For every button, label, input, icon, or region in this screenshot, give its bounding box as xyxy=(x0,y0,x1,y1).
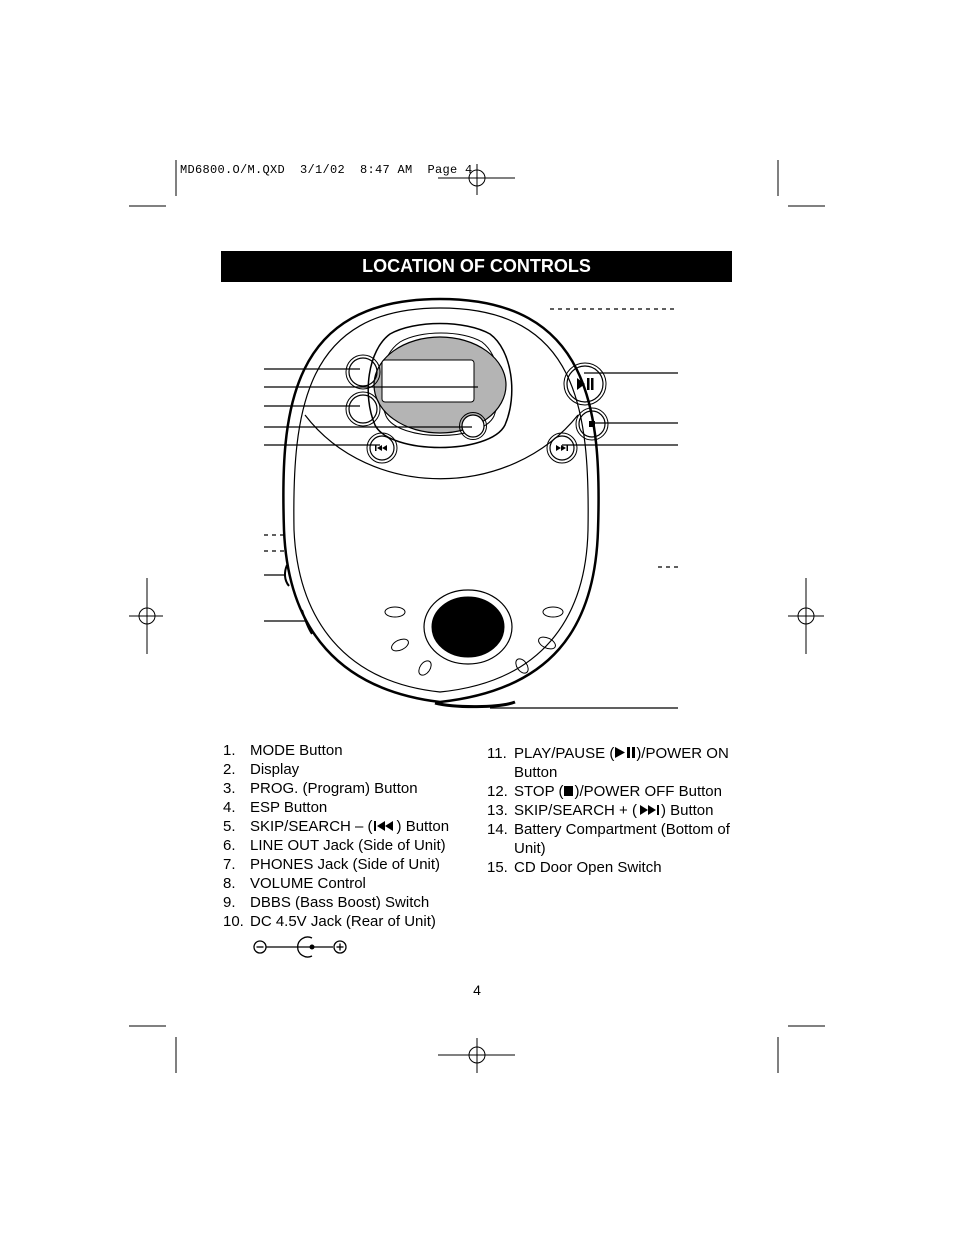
list-item: 11. PLAY/PAUSE ( )/POWER ON Button xyxy=(487,745,729,781)
list-item: 10. DC 4.5V Jack (Rear of Unit) xyxy=(223,913,436,930)
page-number: 4 xyxy=(473,982,481,998)
play-pause-icon xyxy=(614,746,636,759)
mode-button xyxy=(349,358,377,386)
lcd-screen xyxy=(382,360,474,402)
controls-list-right xyxy=(487,744,732,877)
stop-icon xyxy=(563,785,574,797)
list-item: 9. DBBS (Bass Boost) Switch xyxy=(223,894,430,911)
skip-forward-icon xyxy=(637,804,661,816)
list-item: 12. STOP ( )/POWER OFF Button xyxy=(487,783,722,800)
list-item: 8. VOLUME Control xyxy=(223,875,366,892)
dc-polarity-icon xyxy=(252,935,352,961)
file-slug: MD6800.O/M.QXD 3/1/02 8:47 AM Page 4 xyxy=(180,163,473,177)
skip-back-icon xyxy=(373,820,397,832)
controls-list-left xyxy=(223,741,473,931)
section-title: LOCATION OF CONTROLS xyxy=(221,251,732,282)
prog-button xyxy=(349,395,377,423)
cd-player-diagram xyxy=(250,290,690,715)
list-item: 2. Display xyxy=(223,761,300,778)
list-item: 1. MODE Button xyxy=(223,742,343,759)
list-item: 7. PHONES Jack (Side of Unit) xyxy=(223,856,441,873)
list-item: 13. SKIP/SEARCH + ( ) Button xyxy=(487,802,714,819)
list-item: 5. SKIP/SEARCH – ( ) Button xyxy=(223,818,450,835)
esp-button xyxy=(462,415,484,437)
list-item: 15. CD Door Open Switch xyxy=(487,859,662,876)
list-item: 6. LINE OUT Jack (Side of Unit) xyxy=(223,837,446,854)
list-item: 14. Battery Compartment (Bottom of Unit) xyxy=(487,821,730,857)
list-item: 4. ESP Button xyxy=(223,799,328,816)
list-item: 3. PROG. (Program) Button xyxy=(223,780,418,797)
cd-door-switch xyxy=(432,597,504,657)
